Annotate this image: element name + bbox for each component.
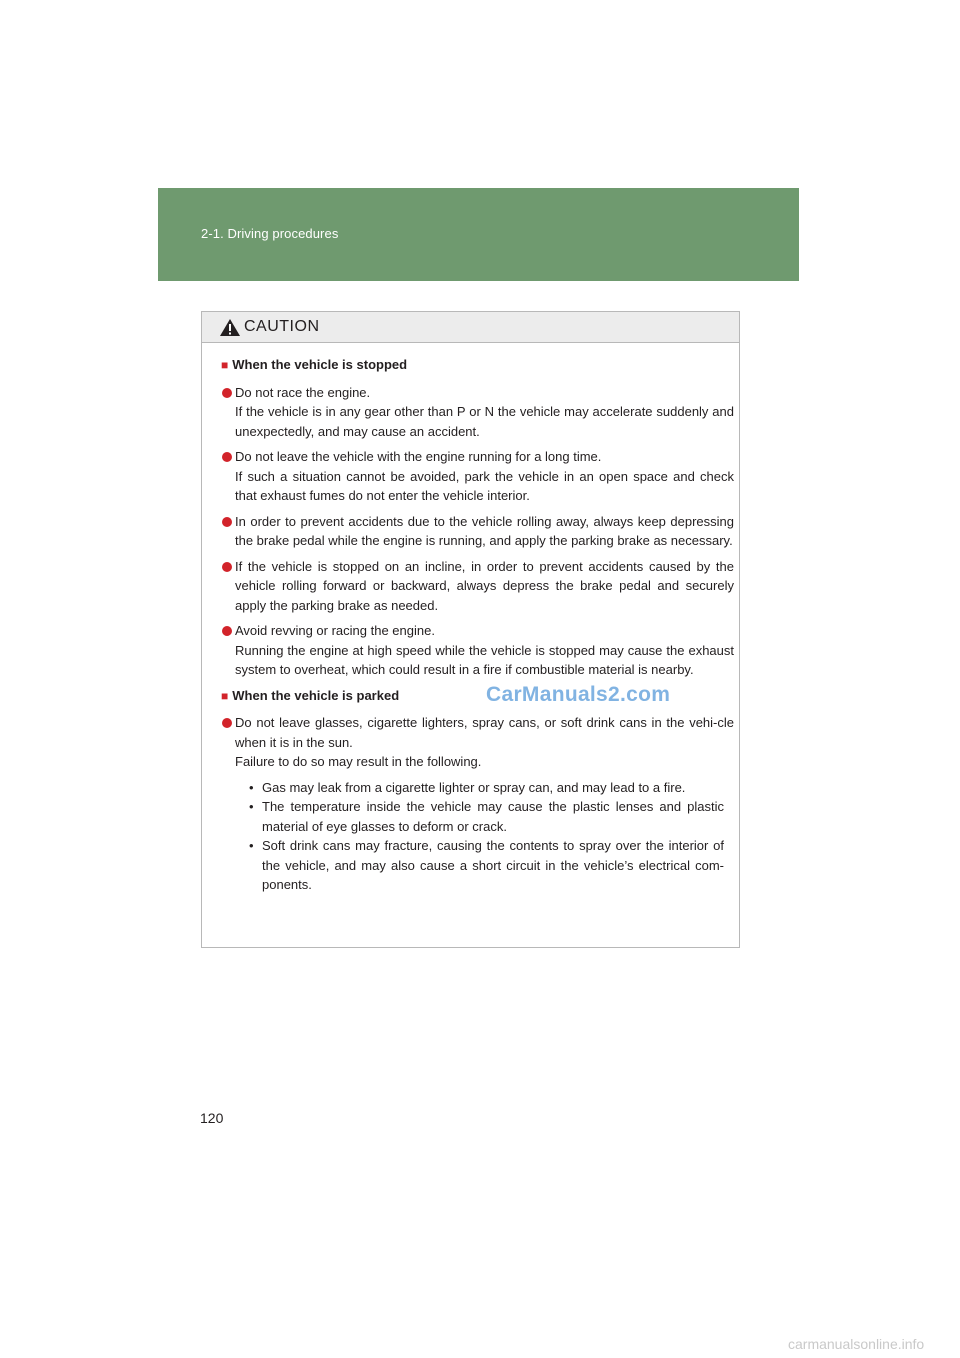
round-bullet-icon: [222, 517, 232, 527]
sub-list-item: • Gas may leak from a cigarette lighter or spray can, and may lead to a fire.: [249, 779, 686, 795]
watermark: CarManuals2.com: [486, 683, 671, 706]
header-band: [158, 188, 799, 281]
list-item: Avoid revving or racing the engine. Running the engine at high speed while the vehicle is stopped may cause the exhaust system to overheat, which could result in a fire if combustible material is nearby.: [221, 621, 734, 680]
square-bullet-icon: ■: [221, 688, 229, 703]
section-heading: ■ When the vehicle is parked: [221, 687, 400, 703]
round-bullet-icon: [222, 452, 232, 462]
sub-list-item: • The temperature inside the vehicle may cause the plastic lenses and plastic material of eye glasses to deform or crack.: [249, 799, 724, 834]
round-bullet-icon: [222, 626, 232, 636]
list-item: If the vehicle is stopped on an incline, in order to prevent accidents caused by the vehicle rolling forward or backward, always depress the brake pedal and securely apply the parking brake as needed.: [221, 557, 734, 616]
round-bullet-icon: [222, 562, 232, 572]
square-bullet-icon: ■: [221, 358, 229, 372]
sub-list-item: • Soft drink cans may fracture, causing the contents to spray over the interior of the vehicle, and may also cause a short circuit in the vehicle’s electrical com-ponents.: [249, 838, 724, 892]
warning-icon: [219, 318, 241, 337]
round-bullet-icon: [222, 718, 232, 728]
sub-list: [235, 778, 734, 895]
section-title: 2-1. Driving procedures: [201, 226, 339, 241]
caution-body: [202, 343, 739, 895]
caution-box: [201, 311, 740, 948]
round-bullet-icon: [222, 388, 232, 398]
list-item: Do not leave glasses, cigarette lighters, spray cans, or soft drink cans in the vehi-cle when it is in the sun. Failure to do so may result in the following. • Gas may leak from a cigarette lighter or spray can, and may lead to a fire. • The temperature inside the vehicle may cause the plastic lenses and plastic material of eye glasses to deform or crack. • Soft drink cans may fracture, causing the contents to spray over the interior of the vehicle, and may also cause a short circuit in the vehicle’s electrical com-ponents.: [221, 713, 734, 895]
page-number: 120: [200, 1110, 224, 1126]
list-item: In order to prevent accidents due to the vehicle rolling away, always keep depressing the brake pedal while the engine is running, and apply the parking brake as necessary.: [221, 512, 734, 551]
caution-title: CAUTION: [244, 318, 320, 335]
section-heading: ■ When the vehicle is stopped: [221, 357, 408, 372]
list-item: Do not race the engine. If the vehicle is in any gear other than P or N the vehicle may accelerate suddenly and unexpectedly, and may cause an accident.: [221, 383, 734, 442]
footer-watermark: carmanualsonline.info: [788, 1336, 925, 1352]
list-item: Do not leave the vehicle with the engine running for a long time. If such a situation cannot be avoided, park the vehicle in an open space and check that exhaust fumes do not enter the vehicle interior.: [221, 447, 734, 506]
caution-header: [202, 312, 739, 343]
